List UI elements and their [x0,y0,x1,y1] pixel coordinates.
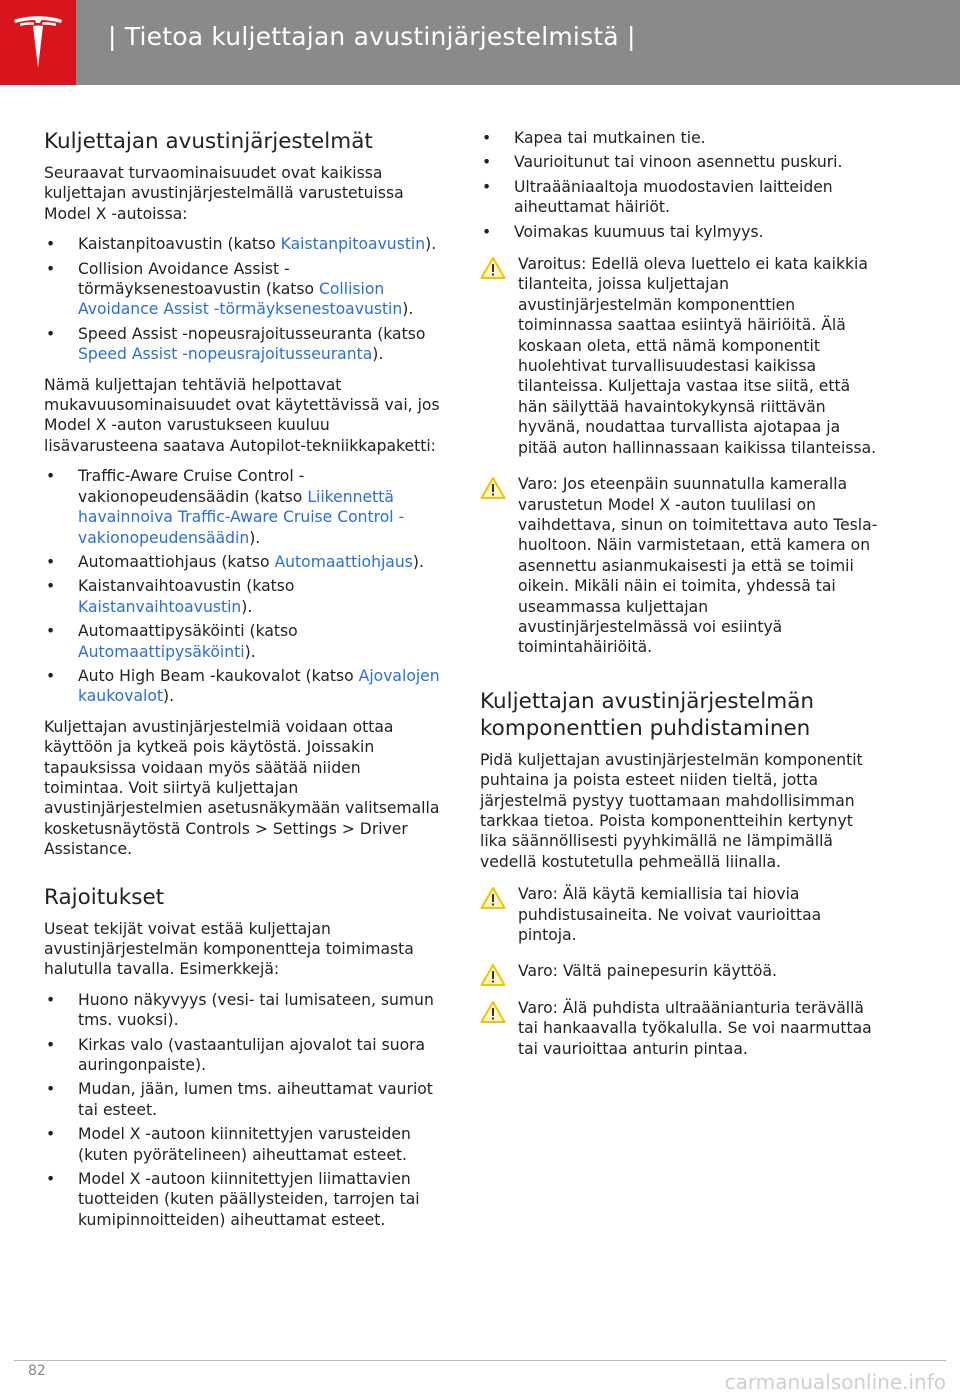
section-heading-cleaning: Kuljettajan avustinjärjestelmän komponenttien puhdistaminen [480,688,814,741]
watermark: carmanualsonline.info [724,1370,946,1394]
link-traffic-aware-cruise[interactable]: Liikennettä havainnoiva Traffic-Aware Cruise Control -vakionopeudensäädin [78,487,405,547]
link-autopark[interactable]: Automaattipysäköinti [78,642,245,661]
caution-note: Varo: Vältä painepesurin käyttöä. [480,961,880,981]
tesla-logo-icon [12,14,64,70]
left-column [44,128,440,1240]
list-item: • Speed Assist -nopeusrajoitusseuranta (katso Speed Assist -nopeusrajoitusseuranta). [46,324,426,364]
link-lane-assist[interactable]: Kaistanpitoavustin [280,235,426,254]
list-item: • Model X -autoon kiinnitettyjen liimattavien tuotteiden (kuten päällysteiden, tarrojen tai kumipinnoitteiden) aiheuttamat esteet. [46,1170,420,1229]
list-item: • Collision Avoidance Assist -törmäyksenestoavustin (katso Collision Avoidance Assist -törmäyksenestoavustin). [46,259,414,319]
right-column [480,128,880,1075]
list-item: • Auto High Beam -kaukovalot (katso Ajovalojen kaukovalot). [46,666,440,706]
footer-divider [14,1360,946,1361]
autopilot-features-list [44,466,440,706]
limitations-list-continued [480,128,880,242]
link-autosteer[interactable]: Automaattiohjaus [274,552,413,571]
settings-paragraph: Kuljettajan avustinjärjestelmiä voidaan ottaa käyttöön ja kytkeä pois käytöstä. Joissakin tapauksissa voidaan myös säätää niiden toimintaa. Voit siirtyä kuljettajan avustinjärjestelmien asetusnäkymään valitsemalla kosketusnäytöstä Controls > Settings > Driver Assistance. [44,717,440,859]
limitations-list [44,990,440,1230]
warning-triangle-icon [480,476,506,500]
cleaning-paragraph: Pidä kuljettajan avustinjärjestelmän komponentit puhtaina ja poista esteet niiden tieltä, jotta järjestelmä pystyy tuottamaan mahdollisimman tarkkaa tietoa. Poista komponentteihin kertynyt lika säännöllisesti pyyhkimällä ne lämpimällä vedellä kostutetulla pehmeällä liinalla. [480,750,863,871]
warning-triangle-icon [480,1000,506,1024]
link-collision-avoidance[interactable]: Collision Avoidance Assist -törmäyksenestoavustin [78,280,403,319]
list-item: • Kapea tai mutkainen tie. [482,129,706,147]
list-item: • Vaurioitunut tai vinoon asennettu puskuri. [482,153,843,172]
caution-note: Varo: Älä puhdista ultraäänianturia terävällä tai hankaavalla työkalulla. Se voi naarmuttaa tai vaurioittaa anturin pintaa. [480,998,880,1059]
warning-triangle-icon [480,963,506,987]
section-heading-driver-assistance: Kuljettajan avustinjärjestelmät [44,129,373,154]
warning-triangle-icon [480,886,506,910]
list-item: • Huono näkyvyys (vesi- tai lumisateen, sumun tms. vuoksi). [46,990,434,1030]
list-item: • Kirkas valo (vastaantulijan ajovalot tai suora auringonpaiste). [46,1035,426,1075]
link-speed-assist[interactable]: Speed Assist -nopeusrajoitusseuranta [78,345,373,364]
intro-paragraph: Seuraavat turvaominaisuudet ovat kaikissa kuljettajan avustinjärjestelmällä varustetuissa Model X -autoissa: [44,164,404,223]
autopilot-paragraph: Nämä kuljettajan tehtäviä helpottavat mukavuusominaisuudet ovat käytettävissä vai, jos Model X -auton varustukseen kuuluu lisävarusteena saatava Autopilot-tekniikkapaketti: [44,375,440,455]
logo-box [0,0,76,85]
list-item: • Ultraääniaaltoja muodostavien laitteiden aiheuttamat häiriöt. [482,177,833,217]
warning-note: Varoitus: Edellä oleva luettelo ei kata kaikkia tilanteita, joissa kuljettajan avustinjärjestelmän komponenttien toiminnassa saattaa esiintyä häiriöitä. Älä koskaan oleta, että nämä komponentit huolehtivat turvallisuudestasi kaikissa tilanteissa. Kuljettaja vastaa itse siitä, että hän säilyttää havaintokykynsä riittävän hyvänä, noudattaa turvallista ajotapaa ja pitää auton hallinnassaan kaikissa tilanteissa. [480,254,880,458]
list-item: • Kaistanvaihtoavustin (katso Kaistanvaihtoavustin). [46,577,295,616]
limitations-intro: Useat tekijät voivat estää kuljettajan avustinjärjestelmän komponentteja toimimasta halutulla tavalla. Esimerkkejä: [44,919,414,979]
list-item: • Automaattiohjaus (katso Automaattiohjaus). [46,552,424,571]
section-heading-limitations: Rajoitukset [44,884,165,910]
list-item: • Mudan, jään, lumen tms. aiheuttamat vauriot tai esteet. [46,1080,433,1119]
list-item: • Automaattipysäköinti (katso Automaattipysäköinti). [46,622,298,661]
list-item: • Voimakas kuumuus tai kylmyys. [482,222,764,241]
caution-note: Varo: Jos eteenpäin suunnatulla kameralla varustetun Model X -auton tuulilasi on vaihdettava, sinun on toimitettava auto Tesla-huoltoon. Näin varmistetaan, että kamera on asennettu asianmukaisesti ja että se toimii oikein. Mikäli näin ei toimita, yhdessä tai useammassa kuljettajan avustinjärjestelmässä voi esiintyä toimintahäiriöitä. [480,474,880,658]
page-header [0,0,960,85]
safety-features-list [44,234,440,364]
link-high-beams[interactable]: Ajovalojen kaukovalot [78,666,440,706]
list-item: • Kaistanpitoavustin (katso Kaistanpitoavustin). [46,235,437,254]
link-lane-change[interactable]: Kaistanvaihtoavustin [78,597,242,616]
list-item: • Traffic-Aware Cruise Control -vakionopeudensäädin (katso Liikennettä havainnoiva Traffic-Aware Cruise Control -vakionopeudensäädin). [46,467,405,547]
caution-note: Varo: Älä käytä kemiallisia tai hiovia puhdistusaineita. Ne voivat vaurioittaa pintoja. [480,884,880,945]
header-title: | Tietoa kuljettajan avustinjärjestelmistä | [108,22,636,51]
warning-triangle-icon [480,256,506,280]
list-item: • Model X -autoon kiinnitettyjen varusteiden (kuten pyörätelineen) aiheuttamat esteet. [46,1125,411,1164]
page-number: 82 [28,1363,46,1379]
